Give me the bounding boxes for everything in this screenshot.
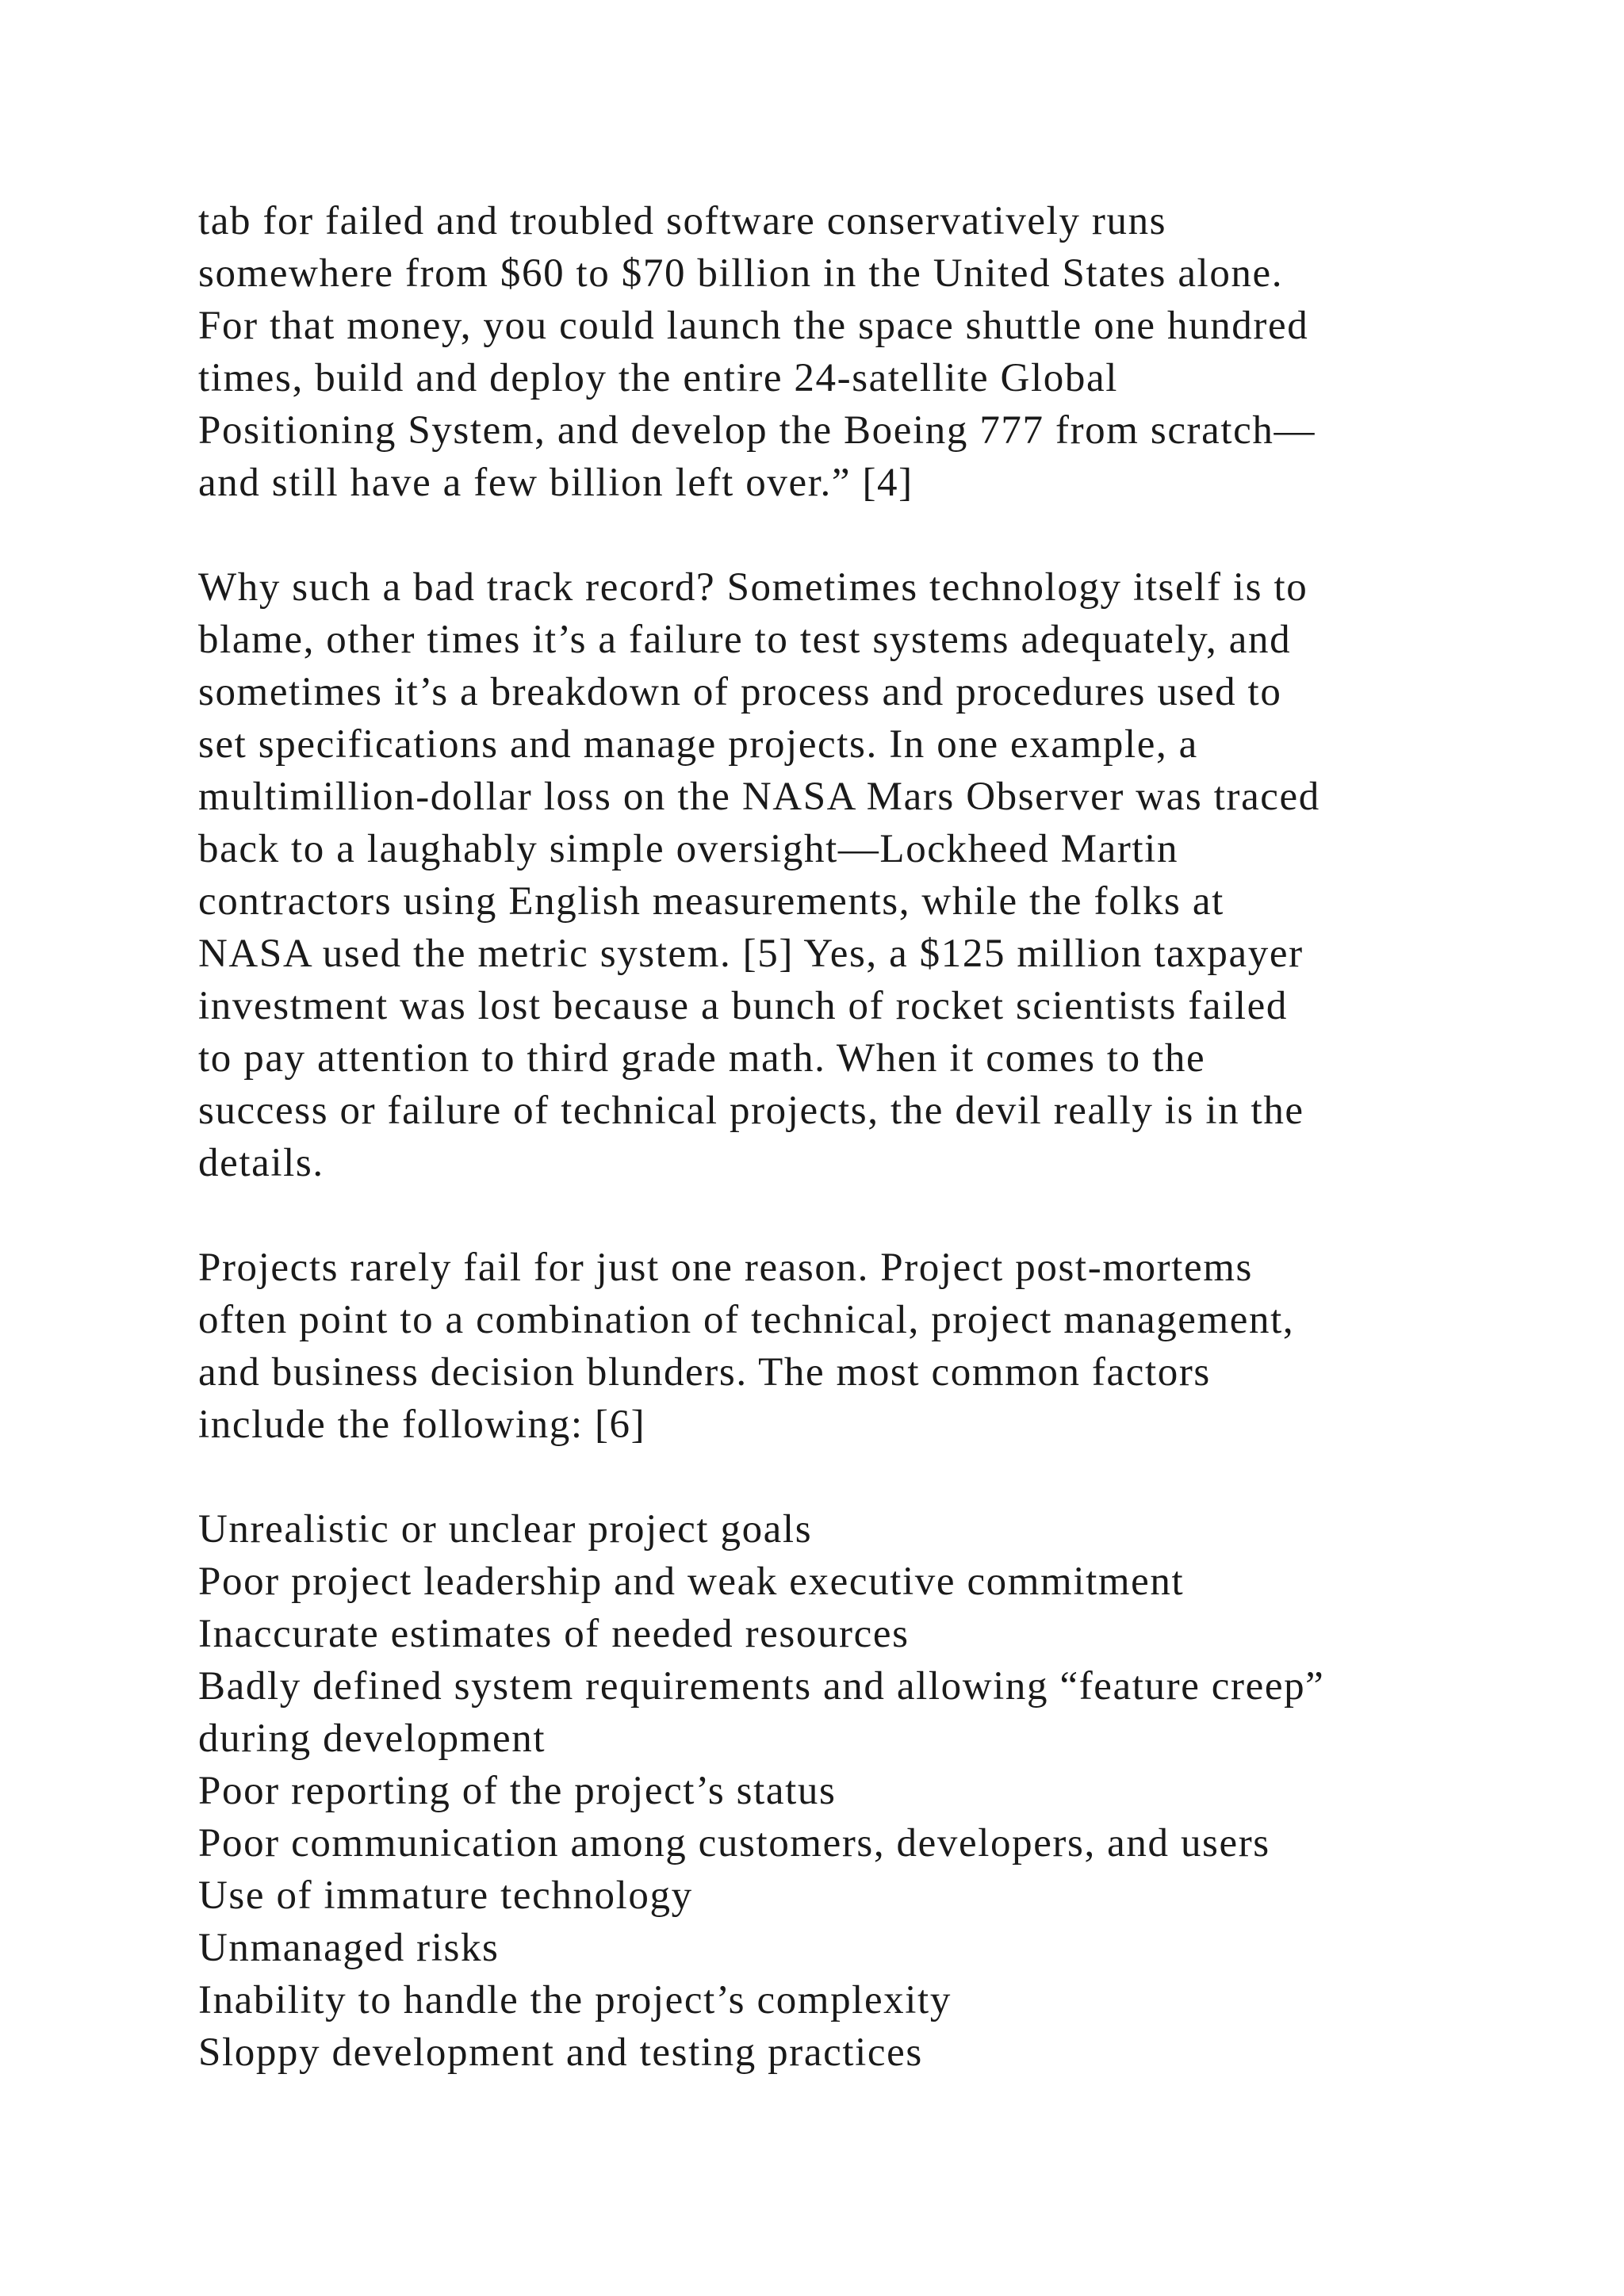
list-item: Poor reporting of the project’s status xyxy=(198,1769,837,1813)
text-line: Why such a bad track record? Sometimes technology itself is to xyxy=(198,565,1308,610)
text-line: Projects rarely fail for just one reason. Project post-mortems xyxy=(198,1246,1253,1290)
list-item: Inaccurate estimates of needed resources xyxy=(198,1612,910,1656)
text-line: and business decision blunders. The most common factors xyxy=(198,1350,1211,1395)
text-line: somewhere from $60 to $70 billion in the United States alone. xyxy=(198,251,1284,296)
text-line: often point to a combination of technical, project management, xyxy=(198,1298,1295,1342)
text-line: investment was lost because a bunch of rocket scientists failed xyxy=(198,984,1289,1028)
paragraph-cost-of-failure xyxy=(198,195,1546,509)
text-line: and still have a few billion left over.” [4] xyxy=(198,461,914,505)
paragraph-gap xyxy=(198,1189,1546,1242)
list-item: during development xyxy=(198,1716,546,1761)
list-item: Unmanaged risks xyxy=(198,1926,500,1970)
text-line: blame, other times it’s a failure to test systems adequately, and xyxy=(198,618,1292,662)
text-line: back to a laughably simple oversight—Lockheed Martin xyxy=(198,827,1179,871)
text-line: set specifications and manage projects. In one example, a xyxy=(198,722,1198,767)
list-item: Inability to handle the project’s complexity xyxy=(198,1978,952,2022)
text-line: multimillion-dollar loss on the NASA Mars Observer was traced xyxy=(198,775,1320,819)
paragraph-track-record xyxy=(198,561,1546,1189)
text-line: sometimes it’s a breakdown of process and procedures used to xyxy=(198,670,1282,714)
text-line: tab for failed and troubled software conservatively runs xyxy=(198,199,1167,243)
failure-factors-list xyxy=(198,1503,1546,2079)
text-line: For that money, you could launch the space shuttle one hundred xyxy=(198,304,1309,348)
list-item: Use of immature technology xyxy=(198,1873,693,1918)
list-item: Unrealistic or unclear project goals xyxy=(198,1507,813,1552)
text-line: Positioning System, and develop the Boeing 777 from scratch— xyxy=(198,408,1316,453)
list-item: Sloppy development and testing practices xyxy=(198,2030,923,2075)
list-item: Poor communication among customers, developers, and users xyxy=(198,1821,1270,1866)
text-line: times, build and deploy the entire 24-satellite Global xyxy=(198,356,1118,400)
text-line: NASA used the metric system. [5] Yes, a $125 million taxpayer xyxy=(198,932,1304,976)
list-item: Badly defined system requirements and allowing “feature creep” xyxy=(198,1664,1325,1709)
text-line: details. xyxy=(198,1141,324,1185)
text-line: contractors using English measurements, while the folks at xyxy=(198,879,1224,924)
list-item: Poor project leadership and weak executive commitment xyxy=(198,1559,1185,1604)
document-body xyxy=(198,195,1546,2079)
paragraph-gap xyxy=(198,509,1546,561)
text-line: to pay attention to third grade math. When it comes to the xyxy=(198,1036,1206,1081)
text-line: include the following: [6] xyxy=(198,1402,646,1447)
text-line: success or failure of technical projects, the devil really is in the xyxy=(198,1089,1304,1133)
paragraph-gap xyxy=(198,1451,1546,1503)
paragraph-why-projects-fail xyxy=(198,1242,1546,1451)
